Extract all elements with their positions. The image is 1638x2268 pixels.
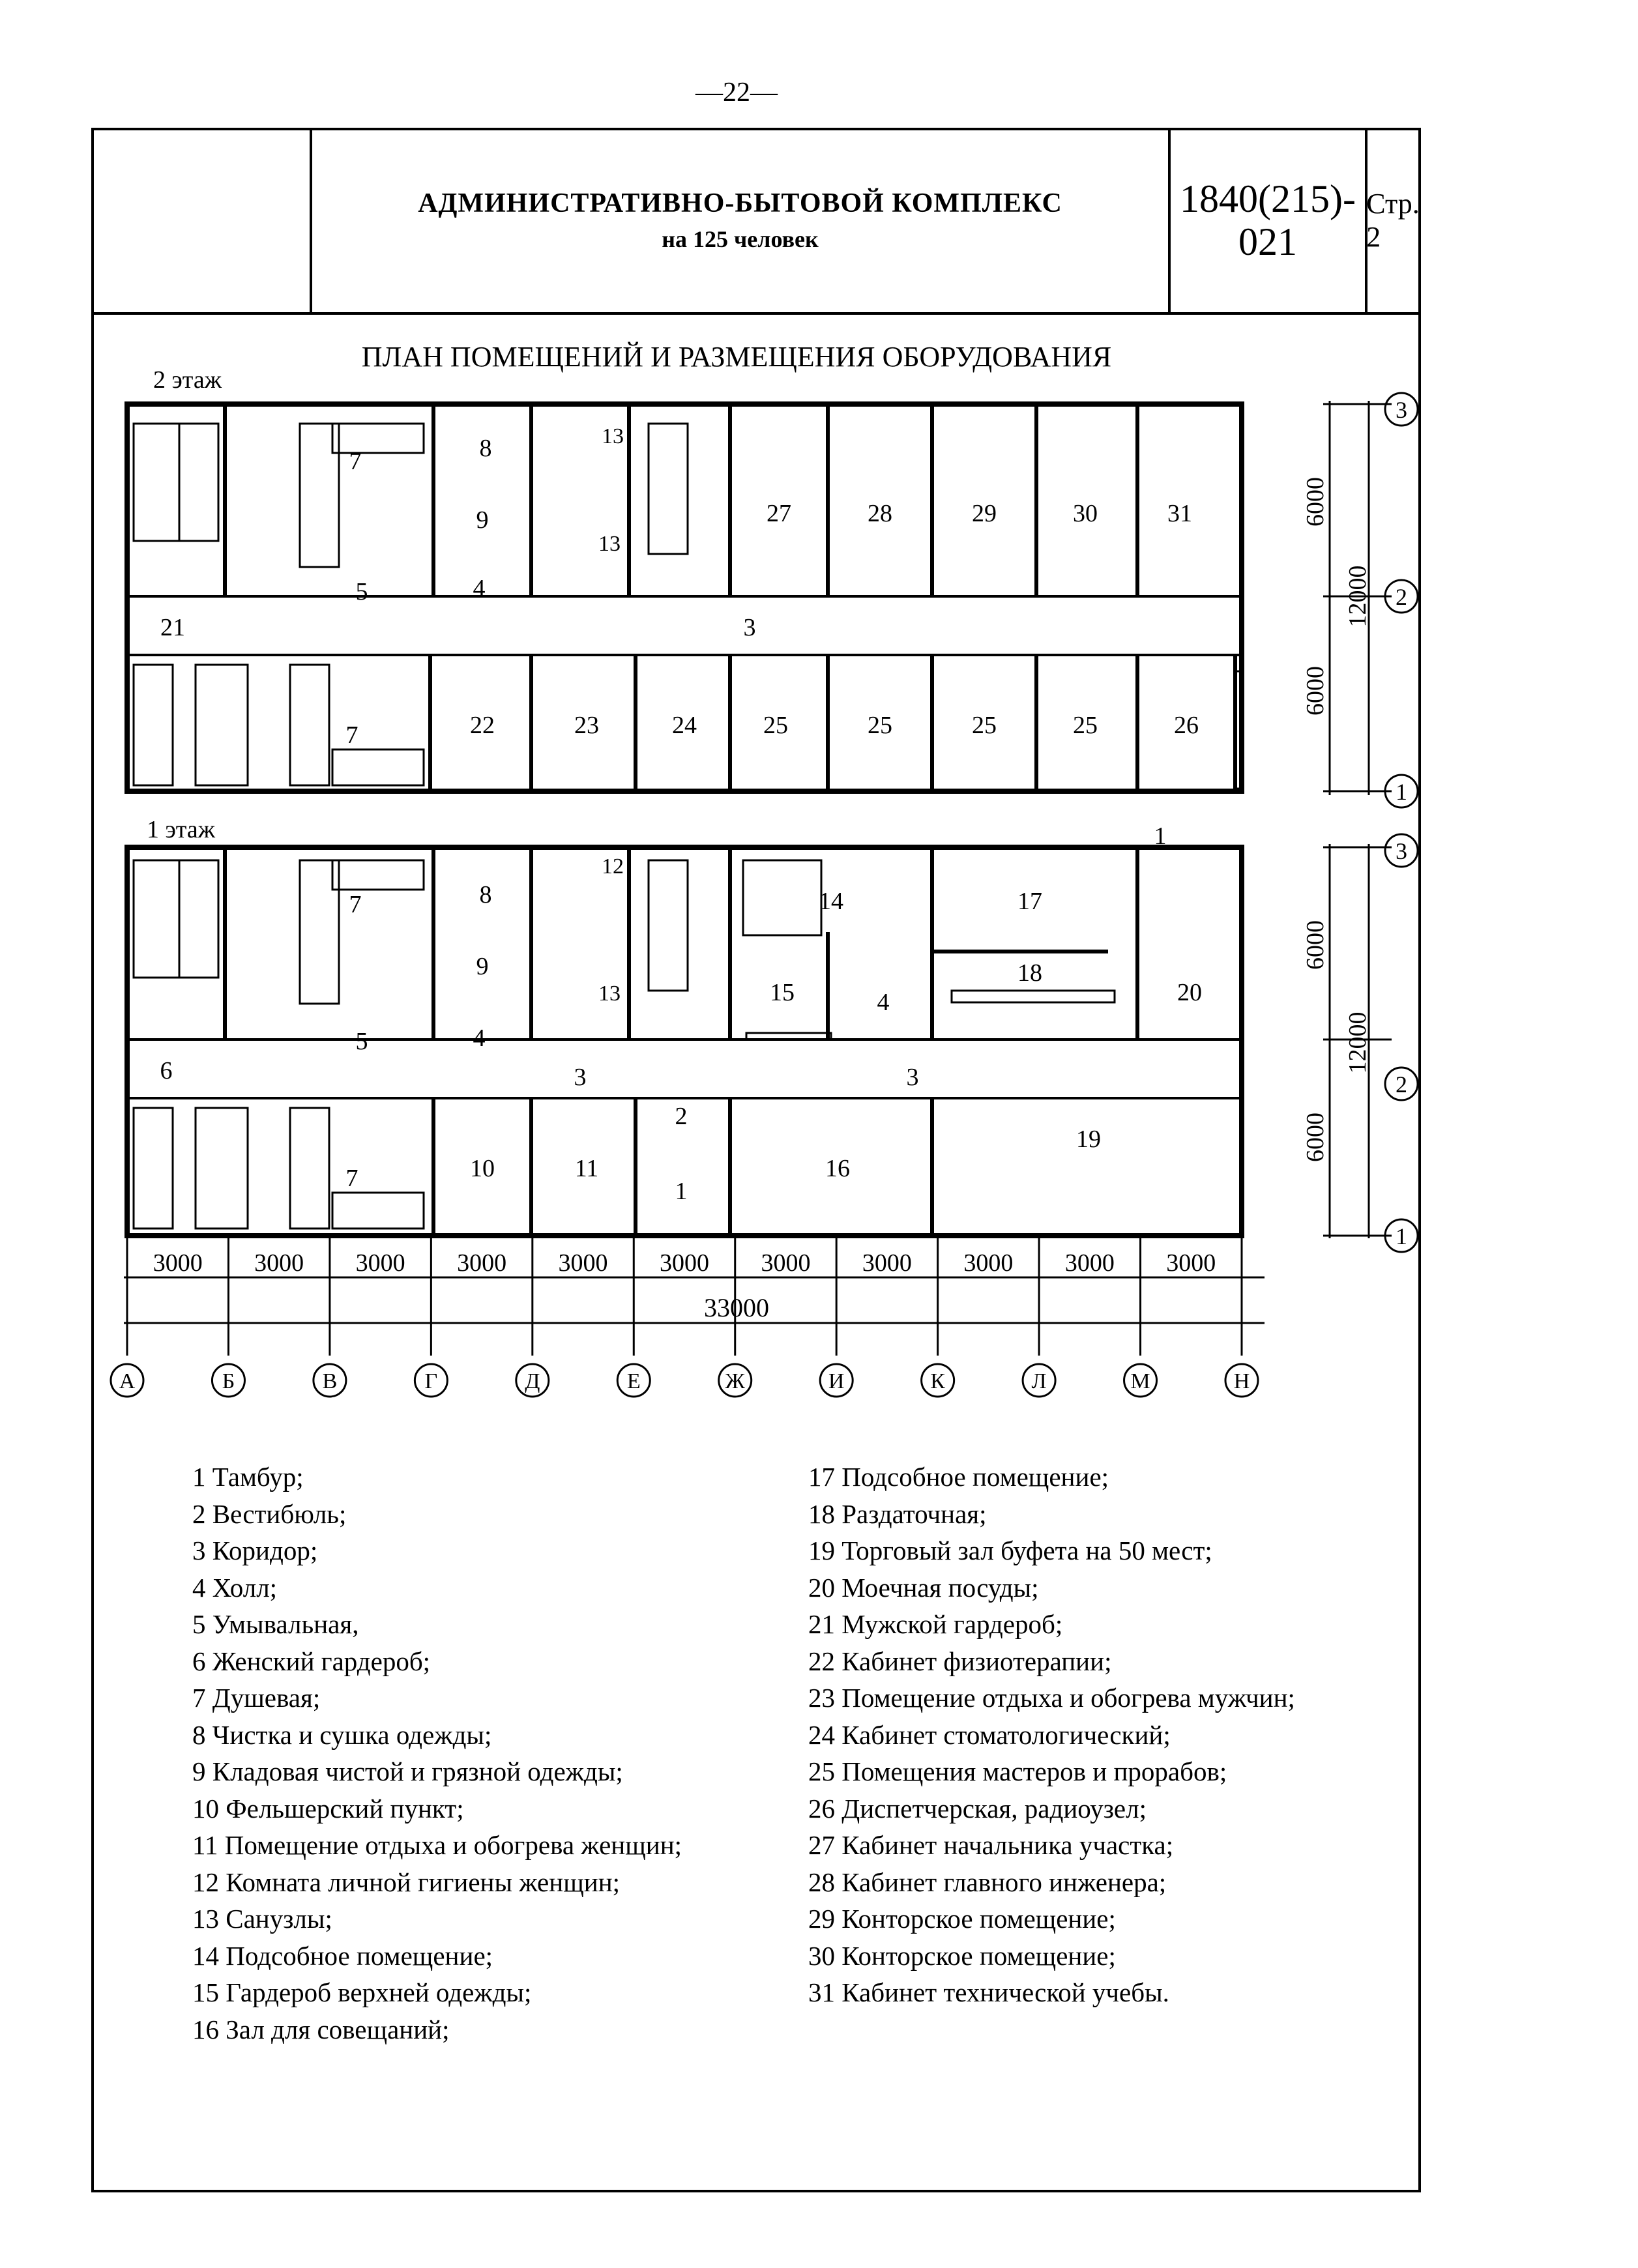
room-number: 5 [355,578,368,605]
dim-total: 33000 [704,1293,769,1322]
legend-item: 25 Помещения мастеров и прорабов; [808,1756,1227,1786]
room-number: 13 [598,532,621,556]
room-number: 9 [476,953,489,980]
legend-item: 15 Гардероб верхней одежды; [192,1977,532,2007]
room-number: 25 [868,712,892,739]
dim-horizontal: 3000 [153,1249,203,1277]
room-number: 31 [1167,500,1192,527]
legend-left [192,1459,682,2048]
legend-item: 16 Зал для совещаний; [192,2014,450,2044]
room-number: 8 [479,881,492,909]
plan-heading: ПЛАН ПОМЕЩЕНИЙ И РАЗМЕЩЕНИЯ ОБОРУДОВАНИЯ [361,341,1112,373]
legend-item: 6 Женский гардероб; [192,1646,431,1676]
document-title: АДМИНИСТРАТИВНО-БЫТОВОЙ КОМПЛЕКС [418,188,1062,218]
floor1-label: 1 этаж [147,816,216,843]
room-number: 24 [672,712,697,739]
room-number: 3 [743,614,756,641]
legend-item: 5 Умывальная, [192,1609,359,1639]
room-number: 7 [349,891,362,918]
legend-item: 10 Фельшерский пункт; [192,1793,464,1824]
axis-col-label: М [1130,1369,1150,1393]
dim-horizontal: 3000 [660,1249,709,1277]
room-number: 28 [868,500,892,527]
room-number: 12 [602,854,624,879]
axis-row-label: 1 [1396,1223,1407,1249]
room-number: 18 [1017,959,1042,987]
axis-col-label: Л [1031,1369,1047,1393]
room-number: 13 [602,424,624,448]
dim-horizontal: 3000 [761,1249,811,1277]
legend-item: 19 Торговый зал буфета на 50 мест; [808,1535,1212,1565]
page-number: —22— [695,78,778,108]
room-number: 11 [574,1155,599,1182]
axis-col-label: Ж [725,1369,745,1393]
legend-item: 12 Комната личной гигиены женщин; [192,1867,621,1897]
axis-col-label: Е [626,1369,641,1393]
room-number: 17 [1017,888,1042,915]
project-code-line2: 021 [1238,220,1297,263]
dim-vertical: 6000 [1302,477,1329,527]
axis-col-label: А [119,1369,136,1393]
axis-col-label: В [322,1369,338,1393]
room-number: 9 [476,506,489,534]
legend-item: 23 Помещение отдыха и обогрева мужчин; [808,1683,1295,1713]
room-number: 27 [767,500,791,527]
room-number: 10 [470,1155,495,1182]
floor2-label: 2 этаж [153,366,222,394]
legend-item: 30 Конторское помещение; [808,1940,1116,1971]
legend-item: 1 Тамбур; [192,1462,304,1492]
document-subtitle: на 125 человек [662,225,819,252]
room-number: 3 [574,1064,587,1091]
dim-horizontal: 3000 [963,1249,1014,1277]
room-number: 13 [598,981,621,1006]
legend-item: 2 Вестибюль; [192,1498,347,1529]
dim-horizontal: 3000 [457,1249,507,1277]
axis-row-label: 2 [1396,584,1407,610]
dim-horizontal: 3000 [1064,1249,1115,1277]
room-number: 20 [1177,979,1202,1006]
dim-vertical: 12000 [1344,1011,1371,1074]
axis-col-label: Н [1233,1369,1250,1393]
room-number: 1 [675,1178,688,1205]
axis-row-label: 2 [1396,1071,1407,1098]
room-number: 30 [1073,500,1098,527]
room-number: 14 [819,888,843,915]
project-code-line1: 1840(215)- [1180,177,1356,220]
room-number: 7 [345,1165,358,1192]
room-number: 25 [763,712,788,739]
dim-horizontal: 3000 [558,1249,608,1277]
axis-col-label: Д [525,1369,540,1393]
legend-item: 13 Санузлы; [192,1904,332,1934]
room-number: 25 [972,712,997,739]
legend-item: 8 Чистка и сушка одежды; [192,1719,492,1750]
room-number: 5 [355,1028,368,1055]
axis-row-label: 3 [1396,838,1407,864]
legend-item: 29 Конторское помещение; [808,1904,1116,1934]
room-number: 7 [345,721,358,749]
axis-col-label: Б [222,1369,235,1393]
room-number: 4 [877,989,890,1016]
room-number: 22 [470,712,495,739]
dim-horizontal: 3000 [355,1249,405,1277]
legend-item: 18 Раздаточная; [808,1498,987,1529]
legend-item: 26 Диспетчерская, радиоузел; [808,1793,1147,1824]
legend-item: 14 Подсобное помещение; [192,1940,493,1971]
dim-horizontal: 3000 [862,1249,912,1277]
legend-item: 17 Подсобное помещение; [808,1462,1109,1492]
room-number: 6 [160,1057,173,1084]
dim-vertical: 6000 [1302,920,1329,970]
legend-item: 31 Кабинет технической учебы. [808,1977,1169,2007]
page-label: Стр. 2 [1366,187,1420,253]
room-number: 26 [1174,712,1199,739]
room-number: 8 [479,435,492,462]
room-number: 3 [906,1064,919,1091]
legend-item: 28 Кабинет главного инженера; [808,1867,1167,1897]
legend-item: 27 Кабинет начальника участка; [808,1830,1174,1860]
room-number: 4 [473,1025,486,1052]
room-number: 19 [1076,1126,1101,1153]
dim-horizontal: 3000 [254,1249,304,1277]
dim-vertical: 12000 [1344,565,1371,628]
room-number: 15 [770,979,795,1006]
room-number: 16 [825,1155,850,1182]
legend-item: 21 Мужской гардероб; [808,1609,1063,1639]
dim-vertical: 6000 [1302,1112,1329,1162]
legend-item: 4 Холл; [192,1572,278,1603]
axis-col-label: И [828,1369,845,1393]
axis-col-label: К [930,1369,945,1393]
room-number: 25 [1073,712,1098,739]
legend-item: 7 Душевая; [192,1683,321,1713]
legend-item: 3 Коридор; [192,1535,318,1565]
legend-item: 22 Кабинет физиотерапии; [808,1646,1112,1676]
room-number: 1 [1154,822,1167,850]
legend-item: 9 Кладовая чистой и грязной одежды; [192,1756,623,1786]
legend-item: 11 Помещение отдыха и обогрева женщин; [192,1830,682,1860]
dim-vertical: 6000 [1302,666,1329,716]
room-number: 4 [473,575,486,602]
room-number: 7 [349,448,362,475]
axis-row-label: 1 [1396,779,1407,805]
axis-col-label: Г [424,1369,438,1393]
legend-item: 24 Кабинет стоматологический; [808,1719,1171,1750]
room-number: 29 [972,500,997,527]
legend-item: 20 Моечная посуды; [808,1572,1039,1603]
room-number: 21 [160,614,185,641]
room-number: 23 [574,712,599,739]
axis-row-label: 3 [1396,397,1407,423]
dim-horizontal: 3000 [1166,1249,1216,1277]
room-number: 2 [675,1103,688,1130]
legend-right [808,1459,1295,2011]
